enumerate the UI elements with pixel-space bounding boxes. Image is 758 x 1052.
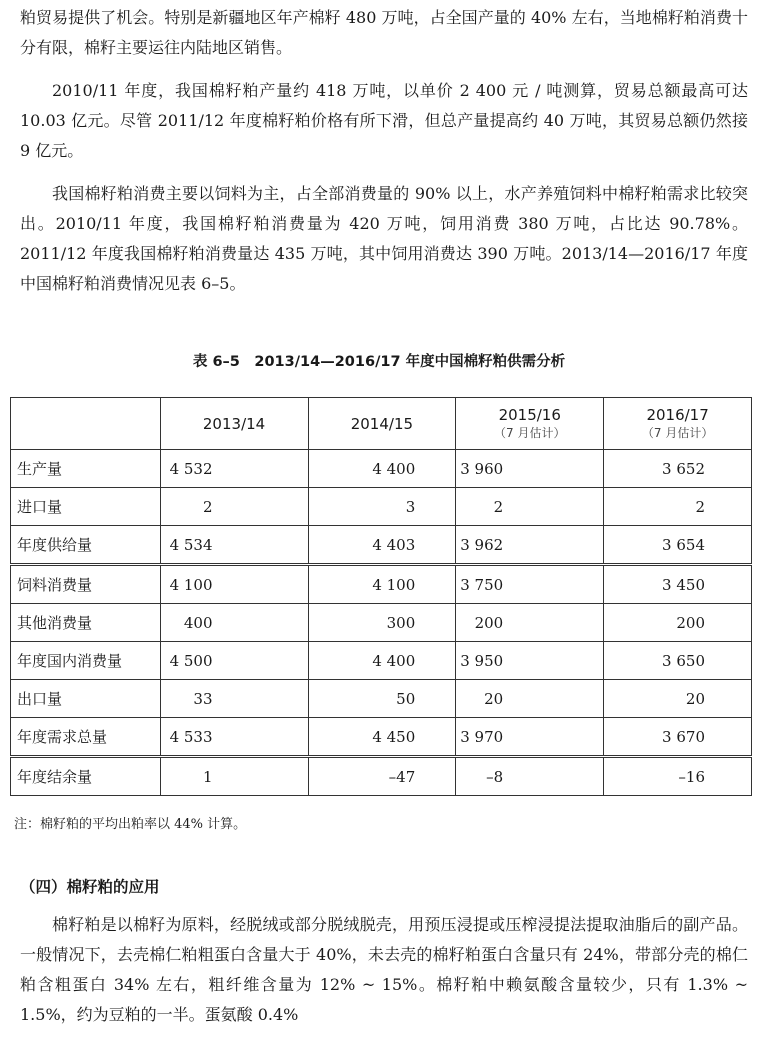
- header-cell: 2015/16 （7 月估计）: [456, 398, 604, 450]
- header-cell: 2014/15: [308, 398, 456, 450]
- header-cell: 2013/14: [160, 398, 308, 450]
- table-row: [11, 642, 752, 680]
- table-row: [11, 526, 752, 565]
- table-row: [11, 718, 752, 757]
- row-label: 出口量: [11, 680, 161, 718]
- table-cell: 2: [604, 488, 752, 526]
- table-cell: 300: [308, 604, 456, 642]
- table-cell: 4 534: [160, 526, 308, 565]
- paragraph-3: 我国棉籽粕消费主要以饲料为主，占全部消费量的 90% 以上，水产养殖饲料中棉籽粕需求比较突出。2010/11 年度，我国棉籽粕消费量为 420 万吨，饲用消费 380 万吨，占比达 90.78%。2011/12 年度我国棉籽粕消费量达 435 万吨，其中饲用消费达 390 万吨。2013/14—2016/17 年度中国棉籽粕消费情况见表 6–5。: [20, 184, 748, 293]
- table-cell: 400: [160, 604, 308, 642]
- table-cell: 2: [160, 488, 308, 526]
- table-row: [11, 680, 752, 718]
- table-cell: 3 670: [604, 718, 752, 757]
- row-label: 年度需求总量: [11, 718, 161, 757]
- table-cell: –8: [456, 757, 604, 796]
- table-cell: 3 950: [456, 642, 604, 680]
- table-note: 注：棉籽粕的平均出粕率以 44% 计算。: [14, 817, 247, 832]
- table-cell: 3 962: [456, 526, 604, 565]
- table-cell: 20: [604, 680, 752, 718]
- row-label: 年度结余量: [11, 757, 161, 796]
- table-cell: 4 403: [308, 526, 456, 565]
- table-cell: 4 100: [308, 565, 456, 604]
- table-cell: 3 970: [456, 718, 604, 757]
- supply-demand-table: [10, 397, 752, 796]
- table-cell: 3 650: [604, 642, 752, 680]
- row-label: 年度国内消费量: [11, 642, 161, 680]
- table-cell: 33: [160, 680, 308, 718]
- table-row: [11, 604, 752, 642]
- table-header-row: [11, 398, 752, 450]
- table-cell: 4 100: [160, 565, 308, 604]
- header-cell: 2016/17 （7 月估计）: [604, 398, 752, 450]
- table-caption: 表 6–5 2013/14—2016/17 年度中国棉籽粕供需分析: [192, 354, 566, 370]
- row-label: 生产量: [11, 450, 161, 488]
- table-row: [11, 488, 752, 526]
- table-cell: 3 750: [456, 565, 604, 604]
- table-cell: 3 960: [456, 450, 604, 488]
- table-cell: 200: [456, 604, 604, 642]
- table-cell: –47: [308, 757, 456, 796]
- row-label: 进口量: [11, 488, 161, 526]
- paragraph-1: 粕贸易提供了机会。特别是新疆地区年产棉籽 480 万吨，占全国产量的 40% 左右，当地棉籽粕消费十分有限，棉籽主要运往内陆地区销售。: [20, 8, 748, 57]
- table-cell: 4 400: [308, 642, 456, 680]
- row-label: 其他消费量: [11, 604, 161, 642]
- table-cell: 50: [308, 680, 456, 718]
- table-cell: 2: [456, 488, 604, 526]
- table-row: [11, 565, 752, 604]
- table-cell: 3 450: [604, 565, 752, 604]
- table-cell: 3: [308, 488, 456, 526]
- paragraph-2: 2010/11 年度，我国棉籽粕产量约 418 万吨，以单价 2 400 元 / 吨测算，贸易总额最高可达 10.03 亿元。尽管 2011/12 年度棉籽粕价格有所下滑，但总产量提高约 40 万吨，其贸易总额仍然接 9 亿元。: [20, 81, 748, 160]
- table-row: [11, 757, 752, 796]
- row-label: 年度供给量: [11, 526, 161, 565]
- row-label: 饲料消费量: [11, 565, 161, 604]
- table-cell: 4 450: [308, 718, 456, 757]
- table-cell: 3 652: [604, 450, 752, 488]
- table-cell: 4 532: [160, 450, 308, 488]
- header-empty-cell: [11, 398, 161, 450]
- table-cell: 200: [604, 604, 752, 642]
- table-cell: 4 400: [308, 450, 456, 488]
- paragraph-4: 棉籽粕是以棉籽为原料，经脱绒或部分脱绒脱壳，用预压浸提或压榨浸提法提取油脂后的副产品。一般情况下，去壳棉仁粕粗蛋白含量大于 40%，未去壳的棉籽粕蛋白含量只有 24%，带部分壳的棉仁粕含粗蛋白 34% 左右，粗纤维含量为 12% ~ 15%。棉籽粕中赖氨酸含量较少，只有 1.3% ~ 1.5%，约为豆粕的一半。蛋氨酸 0.4%: [20, 915, 748, 1024]
- table-cell: –16: [604, 757, 752, 796]
- section-heading: （四）棉籽粕的应用: [20, 878, 160, 896]
- table-cell: 4 533: [160, 718, 308, 757]
- table-cell: 4 500: [160, 642, 308, 680]
- table-cell: 1: [160, 757, 308, 796]
- table-cell: 3 654: [604, 526, 752, 565]
- table-row: [11, 450, 752, 488]
- table-cell: 20: [456, 680, 604, 718]
